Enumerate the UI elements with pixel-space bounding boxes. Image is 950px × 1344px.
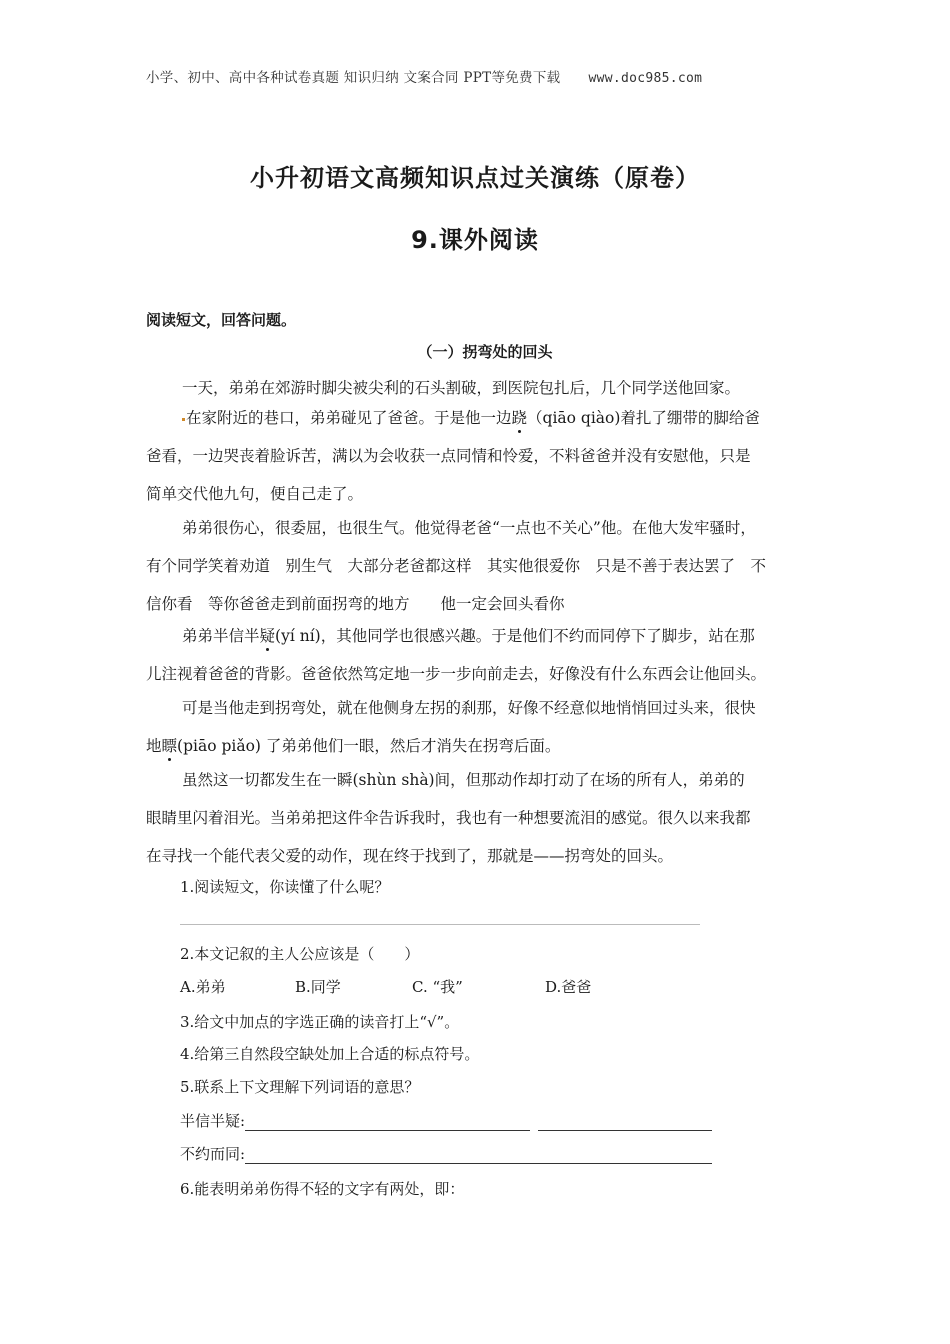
paragraph-2-line-3: 简单交代他九句，便自己走了。 <box>146 485 364 503</box>
answer-blank[interactable] <box>538 1114 712 1131</box>
q5b-label: 不约而同: <box>180 1145 246 1163</box>
dotted-char: 疑 <box>260 624 276 646</box>
question-2: 2.本文记叙的主人公应该是（ ） <box>180 945 420 963</box>
paragraph-3-line-1: 弟弟很伤心，很委屈，也很生气。他觉得老爸“一点也不关心”他。在他大发牢骚时， <box>182 519 756 537</box>
paragraph-2-line-1: 在家附近的巷口，弟弟碰见了爸爸。于是他一边跷（qiāo qiào)着扎了绷带的脚给爸 <box>182 406 760 428</box>
option-b[interactable]: B.同学 <box>295 978 341 996</box>
header-text: 小学、初中、高中各种试卷真题 知识归纳 文案合同 PPT等免费下载 <box>146 70 561 86</box>
header-url[interactable]: www.doc985.com <box>588 71 703 86</box>
paragraph-6-line-3: 在寻找一个能代表父爱的动作，现在终于找到了，那就是——拐弯处的回头。 <box>146 847 674 865</box>
question-2-options <box>180 976 591 997</box>
option-c[interactable]: C. “我” <box>412 978 463 996</box>
paragraph-3-line-2: 有个同学笑着劝道 别生气 大部分老爸都这样 其实他很爱你 只是不善于表达罢了 不 <box>146 557 767 575</box>
paragraph-5-line-1: 可是当他走到拐弯处，就在他侧身左拐的刹那，好像不经意似地悄悄回过头来，很快 <box>182 699 756 717</box>
dotted-char: 瞟 <box>162 734 178 756</box>
paragraph-3-line-3: 信你看 等你爸爸走到前面拐弯的地方 他一定会回头看你 <box>146 595 565 613</box>
question-1: 1.阅读短文，你读懂了什么呢？ <box>180 878 390 896</box>
paragraph-5-line-2: 地瞟(piāo piǎo) 了弟弟他们一眼，然后才消失在拐弯后面。 <box>146 734 560 756</box>
answer-blank[interactable] <box>245 1147 712 1164</box>
passage-title: （一）拐弯处的回头 <box>417 343 553 361</box>
paragraph-2-line-2: 爸看，一边哭丧着脸诉苦，满以为会收获一点同情和怜爱，不料爸爸并没有安慰他，只是 <box>146 447 751 465</box>
instruction: 阅读短文，回答问题。 <box>146 311 297 329</box>
paragraph-4-line-1: 弟弟半信半疑(yí ní)，其他同学也很感兴趣。于是他们不约而同停下了脚步，站在那 <box>182 624 755 646</box>
question-3: 3.给文中加点的字选正确的读音打上“√”。 <box>180 1013 460 1031</box>
page-header <box>146 66 702 86</box>
option-a[interactable]: A.弟弟 <box>180 978 226 996</box>
dotted-char: 跷 <box>512 406 528 428</box>
paragraph-4-line-2: 儿注视着爸爸的背影。爸爸依然笃定地一步一步向前走去，好像没有什么东西会让他回头。 <box>146 665 767 683</box>
paragraph-6-line-2: 眼睛里闪着泪光。当弟弟把这件伞告诉我时，我也有一种想要流泪的感觉。很久以来我都 <box>146 809 751 827</box>
question-5a <box>180 1110 712 1131</box>
question-5b <box>180 1143 712 1164</box>
cursor-mark <box>182 418 185 421</box>
question-4: 4.给第三自然段空缺处加上合适的标点符号。 <box>180 1045 480 1063</box>
question-5: 5.联系上下文理解下列词语的意思？ <box>180 1078 420 1096</box>
q5a-label: 半信半疑: <box>180 1112 246 1130</box>
document-subtitle: 9.课外阅读 <box>411 226 539 254</box>
question-6: 6.能表明弟弟伤得不轻的文字有两处，即： <box>180 1180 465 1198</box>
answer-line-1[interactable] <box>180 924 700 925</box>
paragraph-1: 一天，弟弟在郊游时脚尖被尖利的石头割破，到医院包扎后，几个同学送他回家。 <box>182 379 741 397</box>
option-d[interactable]: D.爸爸 <box>545 978 592 996</box>
paragraph-6-line-1: 虽然这一切都发生在一瞬(shùn shà)间，但那动作却打动了在场的所有人，弟弟的 <box>182 771 745 789</box>
document-title: 小升初语文高频知识点过关演练（原卷） <box>250 164 700 192</box>
answer-blank[interactable] <box>245 1114 530 1131</box>
